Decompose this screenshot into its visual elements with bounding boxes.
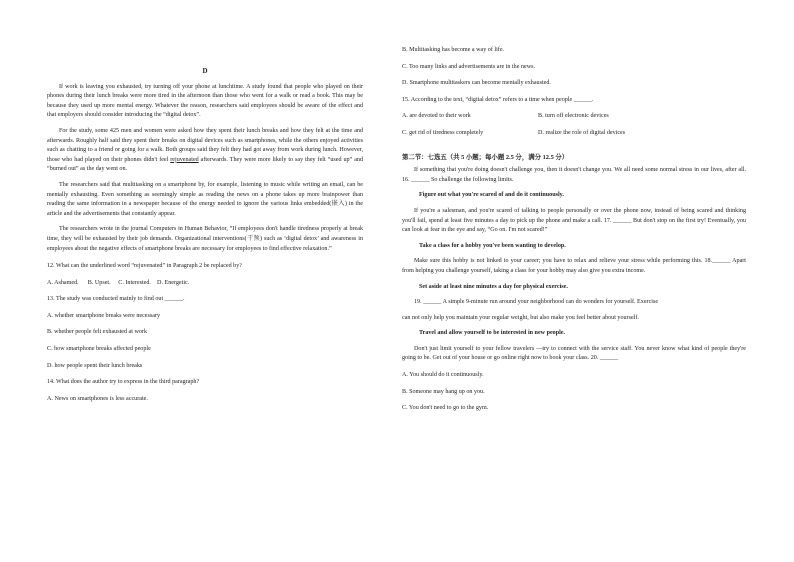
paragraph-2-part-1: For the study, some 425 men and women were asked how they spent their lunch breaks and how they felt at the time and afterwards. Roughly half said they spent their breaks on digital devices such as smartphones, while the others enjoyed activities such as chatting to a friend or going for a walk. Both groups said they felt they had got away from work during lunch. However, those who had played on their phones didn't feel [47,127,363,163]
q12-option-c: C. Interested. [118,279,151,286]
left-column [47,0,363,404]
q13-option-c: C. how smartphone breaks affected people [47,346,151,353]
heading-1-paragraph: If you're a salesman, and you're scared of talking to people personally or over the phone now, instead of being scared and thinking you'll fail, spend at least five minutes a day to pick up the phone and make a call. 17. ______ But don't stop on the first try! Eventually, you can look at fear in the eye and say, “Go on. I'm not scared!” [402,207,746,234]
q14-option-b: B. Multitasking has become a way of life. [402,47,505,53]
heading-2: Take a class for a hobby you've been wanting to develop. [419,242,566,249]
question-14: 14. What does the author try to express in the third paragraph? [47,379,200,386]
q15-option-d: D. realize the role of digital devices [538,129,626,136]
paragraph-2 [47,127,363,175]
q15-option-c: C. get rid of tiredness completely [402,129,484,136]
heading-1: Figure out what you're scared of and do it continuously. [419,192,564,199]
heading-4: Travel and allow yourself to be interested in new people. [419,330,566,337]
option-c: C. You don't need to go to the gym. [402,405,489,412]
paragraph-3: The researchers said that multitasking on a smartphone by, for example, listening to music while writing an email, can be mentally exhausting. Even something as seemingly simple as reading the news on a phone takes up more brainpower than reading the same information in a newspaper because of the energy needed to ignore the various links embedded(嵌入) in the article and the advertisements that constantly appear. [47,181,363,217]
underlined-word: rejuvenated [170,156,199,163]
q15-option-b: B. turn off electronic devices [538,113,609,120]
paragraph-2-part-2: afterwards. They were more likely to say they felt “used up” and “burned out” as the day went on. [47,156,363,173]
q12-option-d: D. Energetic. [157,279,190,286]
q12-option-a: A. Ashamed. [47,279,79,286]
right-column [402,0,746,414]
question-12: 12. What can the underlined word “rejuvenated” in Paragraph 2 be replaced by? [47,263,242,270]
q14-option-a: A. News on smartphones is less accurate. [47,395,148,402]
q14-option-c: C. Too many links and advertisements are in the news. [402,63,535,70]
paragraph-1: If work is leaving you exhausted, try turning off your phone at lunchtime. A study found that people who played on their phones during their lunch breaks were more tired in the afternoon than those who went for a walk or read a book. This may be because they used up more mental energy. Whatever the reason, researchers said employees should be aware of the effect and that employers should consider introducing the “digital detox”. [47,83,363,119]
q15-options-row-1 [402,112,746,122]
heading-3-line-2: can not only help you maintain your regular weight, but also make you feel better about yourself. [402,314,639,321]
paragraph-4: The researchers wrote in the journal Computers in Human Behavior, “If employees don't handle tiredness properly at break time, they will be exhausted by their job demands. Organizational interventions(干预) such as ‘digital detox’ and awareness in employees about the negative effects of smartphone breaks are necessary for employees to find effective relaxation.” [47,226,363,252]
q13-option-b: B. whether people felt exhausted at work [47,329,148,336]
option-a: A. You should do it continuously. [402,372,484,379]
question-15: 15. According to the text, “digital detox” refers to a time when people ______. [402,96,594,103]
heading-3: Set aside at least nine minutes a day for physical exercise. [419,283,568,290]
intro-paragraph: If something that you're doing doesn't challenge you, then it doesn't change you. We all need some normal stress in our lives, after all. 16. ______ So challenge the following limits. [402,167,746,183]
heading-4-paragraph: Don't just limit yourself to your fellow travelers —try to connect with the service staff. You never know what kind of people they're going to be. Get out of your house or go online right now to book your class. 20. ______ [402,345,746,362]
q15-options-row-2 [402,129,746,139]
q13-option-d: D. how people spent their lunch breaks [47,362,143,369]
q13-option-a: A. whether smartphone breaks were necessary [47,312,161,319]
q14-option-d: D. Smartphone multitaskers can become mentally exhausted. [402,80,551,87]
heading-3-line-1: 19. ______ A simple 9-minute run around your neighborhood can do wonders for yourself. Exercise [414,299,659,306]
q12-option-b: B. Upset. [87,279,111,286]
section-title: 第二节：七选五（共 5 小题；每小题 2.5 分，满分 12.5 分） [402,153,569,161]
question-12-options [47,279,363,289]
passage-title: D [202,67,208,75]
heading-2-paragraph: Make sure this hobby is not linked to your career; you have to relax and relieve your stress while performing this. 18.______ Apart from helping you challenge yourself, taking a class for your hobby may also give you extra income. [402,258,746,274]
question-13: 13. The study was conducted mainly to find out ______. [47,296,185,303]
q15-option-a: A. are devoted to their work [402,113,471,120]
option-b: B. Someone may hang up on you. [402,388,485,395]
